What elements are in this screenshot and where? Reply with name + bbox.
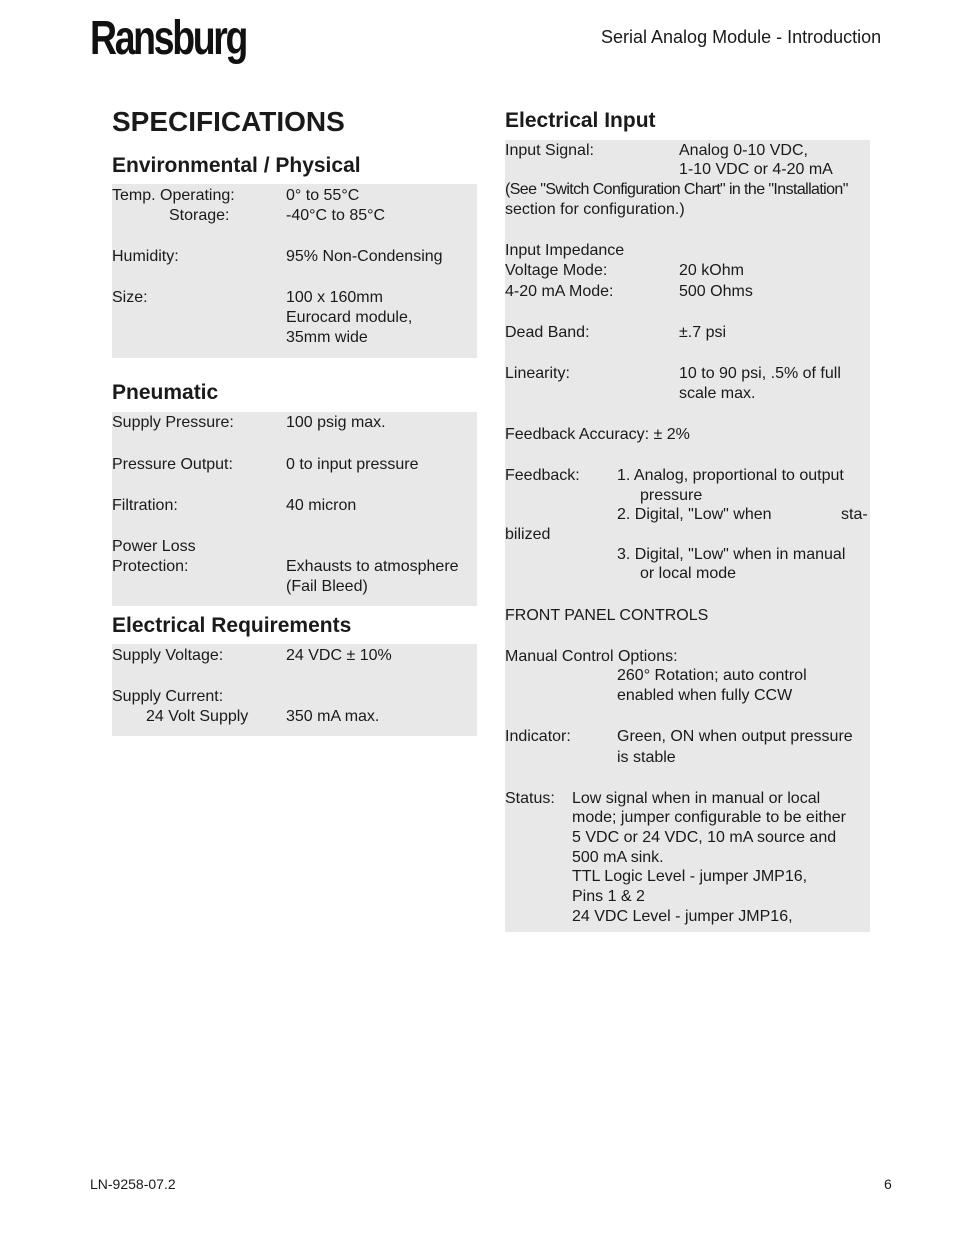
power-loss-value-2: (Fail Bleed) (286, 578, 368, 595)
volt-supply-label: 24 Volt Supply (146, 708, 249, 725)
temp-value: 0° to 55°C (286, 187, 360, 204)
ma-mode-value: 500 Ohms (679, 283, 753, 300)
manual-control-label: Manual Control Options: (505, 648, 678, 665)
voltage-mode-value: 20 kOhm (679, 262, 744, 279)
status-line-4: 500 mA sink. (572, 849, 664, 866)
environmental-heading: Environmental / Physical (112, 154, 361, 177)
indicator-value-2: is stable (617, 749, 676, 766)
manual-control-value-1: 260° Rotation; auto control (617, 667, 807, 684)
feedback-item-2: 2. Digital, "Low" when (617, 506, 772, 523)
humidity-label: Humidity: (112, 248, 179, 265)
linearity-value-1: 10 to 90 psi, .5% of full (679, 365, 841, 382)
size-value-2: Eurocard module, (286, 309, 413, 326)
feedback-item-1: 1. Analog, proportional to output (617, 467, 844, 484)
supply-current-label: Supply Current: (112, 688, 224, 705)
status-line-6: Pins 1 & 2 (572, 888, 645, 905)
power-loss-label-2: Protection: (112, 558, 189, 575)
header-title: Serial Analog Module - Introduction (601, 27, 882, 47)
dead-band-value: ±.7 psi (679, 324, 727, 341)
storage-label: Storage: (169, 207, 230, 224)
supply-voltage-label: Supply Voltage: (112, 647, 224, 664)
feedback-item-2-hyphen: sta- (841, 506, 868, 523)
feedback-accuracy: Feedback Accuracy: ± 2% (505, 426, 690, 443)
status-label: Status: (505, 790, 555, 807)
size-value-1: 100 x 160mm (286, 289, 383, 306)
supply-pressure-label: Supply Pressure: (112, 414, 234, 431)
voltage-mode-label: Voltage Mode: (505, 262, 608, 279)
status-line-3: 5 VDC or 24 VDC, 10 mA source and (572, 829, 837, 846)
ma-mode-label: 4-20 mA Mode: (505, 283, 614, 300)
power-loss-label-1: Power Loss (112, 538, 196, 555)
feedback-item-1-cont: pressure (640, 487, 703, 504)
power-loss-value-1: Exhausts to atmosphere (286, 558, 459, 575)
status-line-1: Low signal when in manual or local (572, 790, 821, 807)
electrical-requirements-heading: Electrical Requirements (112, 614, 352, 637)
input-impedance-label: Input Impedance (505, 242, 625, 259)
ransburg-logo: Ransburg (90, 12, 247, 65)
linearity-value-2: scale max. (679, 385, 756, 402)
dead-band-label: Dead Band: (505, 324, 590, 341)
config-note-1: (See "Switch Configuration Chart" in the "Installation" (505, 181, 848, 198)
temp-label: Temp. Operating: (112, 187, 235, 204)
supply-voltage-value: 24 VDC ± 10% (286, 647, 392, 664)
pressure-output-value: 0 to input pressure (286, 456, 419, 473)
storage-value: -40°C to 85°C (286, 207, 386, 224)
supply-pressure-value: 100 psig max. (286, 414, 386, 431)
volt-supply-value: 350 mA max. (286, 708, 380, 725)
input-signal-label: Input Signal: (505, 142, 594, 159)
front-panel-controls: FRONT PANEL CONTROLS (505, 607, 709, 624)
status-line-5: TTL Logic Level - jumper JMP16, (572, 868, 808, 885)
page-title: SPECIFICATIONS (112, 106, 345, 137)
indicator-label: Indicator: (505, 728, 571, 745)
doc-number: LN-9258-07.2 (90, 1176, 176, 1192)
pneumatic-heading: Pneumatic (112, 381, 219, 404)
pressure-output-label: Pressure Output: (112, 456, 233, 473)
status-line-7: 24 VDC Level - jumper JMP16, (572, 908, 793, 925)
feedback-item-2-cont: bilized (505, 526, 551, 543)
electrical-input-heading: Electrical Input (505, 109, 656, 132)
linearity-label: Linearity: (505, 365, 570, 382)
feedback-item-3: 3. Digital, "Low" when in manual (617, 546, 846, 563)
status-line-2: mode; jumper configurable to be either (572, 809, 846, 826)
feedback-item-3-cont: or local mode (640, 565, 737, 582)
humidity-value: 95% Non-Condensing (286, 248, 443, 265)
indicator-value-1: Green, ON when output pressure (617, 728, 853, 745)
config-note-2: section for configuration.) (505, 201, 685, 218)
input-signal-value-1: Analog 0-10 VDC, (679, 142, 808, 159)
filtration-label: Filtration: (112, 497, 178, 514)
feedback-label: Feedback: (505, 467, 580, 484)
size-value-3: 35mm wide (286, 329, 368, 346)
size-label: Size: (112, 289, 148, 306)
input-signal-value-2: 1-10 VDC or 4-20 mA (679, 161, 833, 178)
filtration-value: 40 micron (286, 497, 357, 514)
manual-control-value-2: enabled when fully CCW (617, 687, 793, 704)
page-number: 6 (884, 1176, 892, 1192)
